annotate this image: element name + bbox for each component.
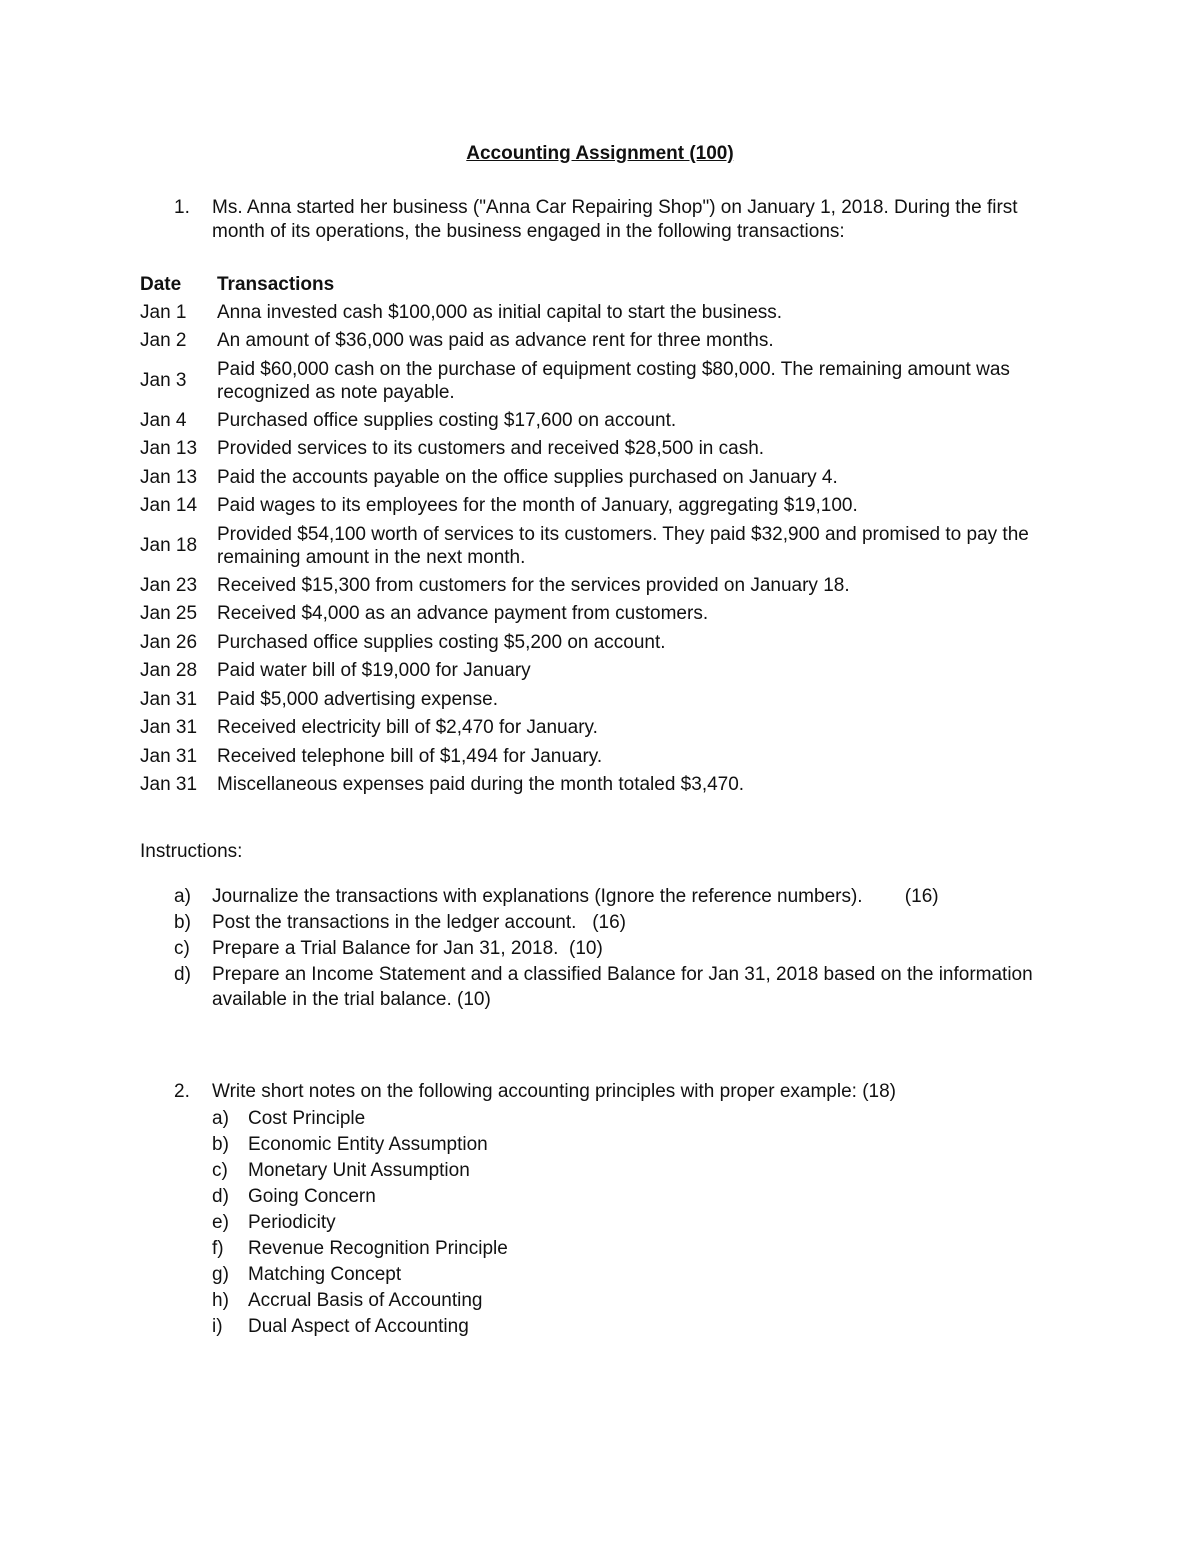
list-item xyxy=(174,1262,1074,1288)
list-item-text: Revenue Recognition Principle xyxy=(248,1238,508,1259)
list-item-text: Dual Aspect of Accounting xyxy=(248,1316,469,1337)
question-1-number: 1. xyxy=(174,197,190,218)
list-item-text: Matching Concept xyxy=(248,1264,402,1285)
transaction-date: Jan 14 xyxy=(140,495,198,517)
list-item xyxy=(174,1184,1074,1210)
question-2-number: 2. xyxy=(174,1081,190,1102)
list-item-text: Monetary Unit Assumption xyxy=(248,1160,470,1181)
transaction-date: Jan 1 xyxy=(140,301,187,323)
list-item-marker: g) xyxy=(212,1264,229,1285)
transactions-table xyxy=(140,270,1070,799)
table-row xyxy=(140,771,1070,800)
transaction-text: Paid $60,000 cash on the purchase of equipment costing $80,000. The remaining amount was recognized as note payable. xyxy=(217,358,1010,403)
list-item-marker: f) xyxy=(212,1238,224,1259)
list-item-text: Accrual Basis of Accounting xyxy=(248,1290,483,1311)
transaction-text: Received telephone bill of $1,494 for January. xyxy=(217,745,603,767)
table-row xyxy=(140,520,1070,571)
question-2-text: Write short notes on the following accounting principles with proper example: (18) xyxy=(212,1081,896,1102)
question-1-text: Ms. Anna started her business ("Anna Car Repairing Shop") on January 1, 2018. During the first month of its operations, the business engaged in the following transactions: xyxy=(212,197,1018,242)
transaction-date: Jan 28 xyxy=(140,660,198,682)
list-item-text: Economic Entity Assumption xyxy=(248,1134,488,1155)
list-item xyxy=(174,936,1074,962)
list-item-marker: c) xyxy=(174,938,190,959)
list-item xyxy=(174,884,1074,910)
list-item-marker: b) xyxy=(212,1134,229,1155)
transaction-date: Jan 2 xyxy=(140,330,187,352)
question-2-heading xyxy=(174,1080,1074,1104)
table-row xyxy=(140,657,1070,686)
table-row xyxy=(140,628,1070,657)
table-row xyxy=(140,685,1070,714)
transaction-text: Miscellaneous expenses paid during the month totaled $3,470. xyxy=(217,774,745,796)
list-item-marker: h) xyxy=(212,1290,229,1311)
list-item xyxy=(174,962,1074,1012)
transaction-date: Jan 23 xyxy=(140,574,198,596)
list-item-marker: i) xyxy=(212,1316,223,1337)
transaction-text: Paid the accounts payable on the office supplies purchased on January 4. xyxy=(217,466,838,488)
transaction-text: Paid water bill of $19,000 for January xyxy=(217,660,531,682)
transaction-text: Received electricity bill of $2,470 for January. xyxy=(217,717,598,739)
transaction-date: Jan 18 xyxy=(140,535,198,556)
list-item-text: Cost Principle xyxy=(248,1108,366,1129)
list-item-marker: a) xyxy=(212,1108,229,1129)
table-row xyxy=(140,355,1070,406)
question-2 xyxy=(174,1080,1074,1340)
instructions-label: Instructions: xyxy=(140,841,243,862)
list-item xyxy=(174,1314,1074,1340)
principles-list xyxy=(174,1106,1074,1340)
transaction-date: Jan 13 xyxy=(140,466,198,488)
list-item-text: Periodicity xyxy=(248,1212,336,1233)
page-title: Accounting Assignment (100) xyxy=(466,143,734,164)
table-row xyxy=(140,406,1070,435)
instructions-list xyxy=(174,884,1074,1012)
table-row xyxy=(140,714,1070,743)
list-item-marker: e) xyxy=(212,1212,229,1233)
transaction-date: Jan 26 xyxy=(140,631,198,653)
transaction-text: Purchased office supplies costing $17,600 on account. xyxy=(217,409,677,431)
transaction-text: Provided $54,100 worth of services to its customers. They paid $32,900 and promised to pay the remaining amount in the next month. xyxy=(217,523,1029,568)
transaction-text: Paid $5,000 advertising expense. xyxy=(217,688,498,710)
list-item-text: Going Concern xyxy=(248,1186,376,1207)
list-item xyxy=(174,1210,1074,1236)
table-row xyxy=(140,435,1070,464)
list-item-text: Journalize the transactions with explanations (Ignore the reference numbers). (16) xyxy=(212,886,939,907)
transaction-text: Purchased office supplies costing $5,200 on account. xyxy=(217,631,666,653)
table-row xyxy=(140,571,1070,600)
list-item-text: Prepare a Trial Balance for Jan 31, 2018. (10) xyxy=(212,938,603,959)
question-1 xyxy=(174,196,1074,244)
list-item-marker: d) xyxy=(174,964,191,985)
transaction-date: Jan 4 xyxy=(140,409,187,431)
list-item xyxy=(174,1158,1074,1184)
transaction-date: Jan 31 xyxy=(140,745,198,767)
list-item xyxy=(174,1132,1074,1158)
transaction-text: Received $4,000 as an advance payment from customers. xyxy=(217,603,709,625)
transaction-text: Paid wages to its employees for the month of January, aggregating $19,100. xyxy=(217,495,858,517)
table-row xyxy=(140,327,1070,356)
transaction-date: Jan 31 xyxy=(140,688,198,710)
list-item-text: Post the transactions in the ledger account. (16) xyxy=(212,912,627,933)
transaction-date: Jan 13 xyxy=(140,438,198,460)
list-item xyxy=(174,1236,1074,1262)
transaction-date: Jan 3 xyxy=(140,370,187,391)
list-item-marker: d) xyxy=(212,1186,229,1207)
table-row xyxy=(140,600,1070,629)
transaction-text: Provided services to its customers and received $28,500 in cash. xyxy=(217,438,765,460)
transaction-date: Jan 25 xyxy=(140,603,198,625)
list-item xyxy=(174,910,1074,936)
transactions-column-header: Transactions xyxy=(217,273,335,295)
table-header-row xyxy=(140,270,1070,298)
table-row xyxy=(140,298,1070,327)
table-row xyxy=(140,463,1070,492)
list-item-marker: a) xyxy=(174,886,191,907)
transaction-text: Received $15,300 from customers for the services provided on January 18. xyxy=(217,574,850,596)
date-column-header: Date xyxy=(140,273,182,295)
list-item-marker: b) xyxy=(174,912,191,933)
list-item-marker: c) xyxy=(212,1160,228,1181)
transaction-text: An amount of $36,000 was paid as advance rent for three months. xyxy=(217,330,774,352)
transaction-text: Anna invested cash $100,000 as initial capital to start the business. xyxy=(217,301,783,323)
list-item xyxy=(174,1106,1074,1132)
table-row xyxy=(140,492,1070,521)
list-item xyxy=(174,1288,1074,1314)
table-row xyxy=(140,742,1070,771)
transaction-date: Jan 31 xyxy=(140,717,198,739)
transaction-date: Jan 31 xyxy=(140,774,198,796)
list-item-text: Prepare an Income Statement and a classified Balance for Jan 31, 2018 based on the information available in the trial balance. (10) xyxy=(212,964,1033,1010)
